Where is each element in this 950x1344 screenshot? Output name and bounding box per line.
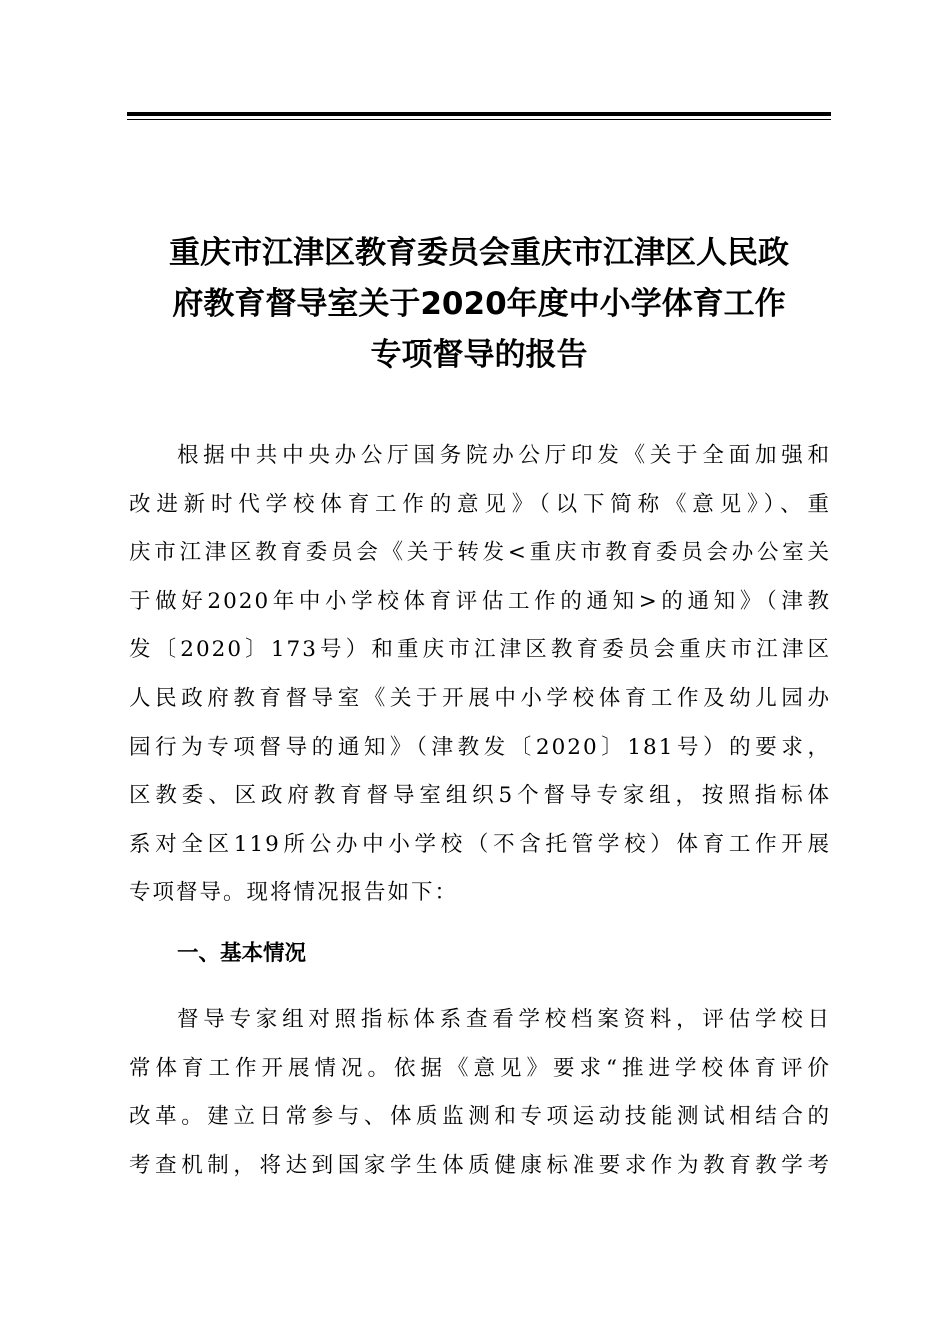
paragraph-line: 考查机制，将达到国家学生体质健康标准要求作为教育教学考 bbox=[129, 1152, 831, 1178]
paragraph-line: 区教委、区政府教育督导室组织5个督导专家组，按照指标体 bbox=[129, 783, 831, 809]
paragraph-line: 发〔2020〕173号）和重庆市江津区教育委员会重庆市江津区 bbox=[129, 637, 831, 663]
paragraph-line: 专项督导。现将情况报告如下： bbox=[129, 880, 459, 906]
header-double-rule-thin bbox=[127, 119, 831, 120]
header-double-rule-thick bbox=[127, 112, 831, 116]
section1-paragraph bbox=[129, 996, 831, 1190]
title-line-3: 专项督导的报告 bbox=[370, 337, 588, 373]
paragraph-line: 庆市江津区教育委员会《关于转发<重庆市教育委员会办公室关 bbox=[129, 540, 831, 566]
paragraph-line: 常体育工作开展情况。依据《意见》要求“推进学校体育评价 bbox=[129, 1055, 831, 1081]
title-line-2: 府教育督导室关于2020年度中小学体育工作 bbox=[172, 286, 786, 322]
paragraph-line: 改进新时代学校体育工作的意见》（以下简称《意见》）、重 bbox=[129, 491, 831, 517]
paragraph-line: 改革。建立日常参与、体质监测和专项运动技能测试相结合的 bbox=[129, 1104, 831, 1130]
paragraph-line: 督导专家组对照指标体系查看学校档案资料，评估学校日 bbox=[177, 1007, 831, 1032]
paragraph-line: 园行为专项督导的通知》（津教发〔2020〕181号）的要求， bbox=[129, 734, 831, 760]
paragraph-line: 系对全区119所公办中小学校（不含托管学校）体育工作开展 bbox=[129, 831, 831, 857]
section-heading-basic-situation: 一、基本情况 bbox=[177, 941, 307, 966]
intro-paragraph bbox=[129, 432, 831, 918]
paragraph-line: 根据中共中央办公厅国务院办公厅印发《关于全面加强和 bbox=[177, 443, 831, 468]
paragraph-line: 于做好2020年中小学校体育评估工作的通知>的通知》（津教 bbox=[129, 588, 831, 614]
title-line-1: 重庆市江津区教育委员会重庆市江津区人民政 bbox=[169, 235, 789, 271]
paragraph-line: 人民政府教育督导室《关于开展中小学校体育工作及幼儿园办 bbox=[129, 685, 831, 711]
document-title bbox=[120, 228, 838, 381]
